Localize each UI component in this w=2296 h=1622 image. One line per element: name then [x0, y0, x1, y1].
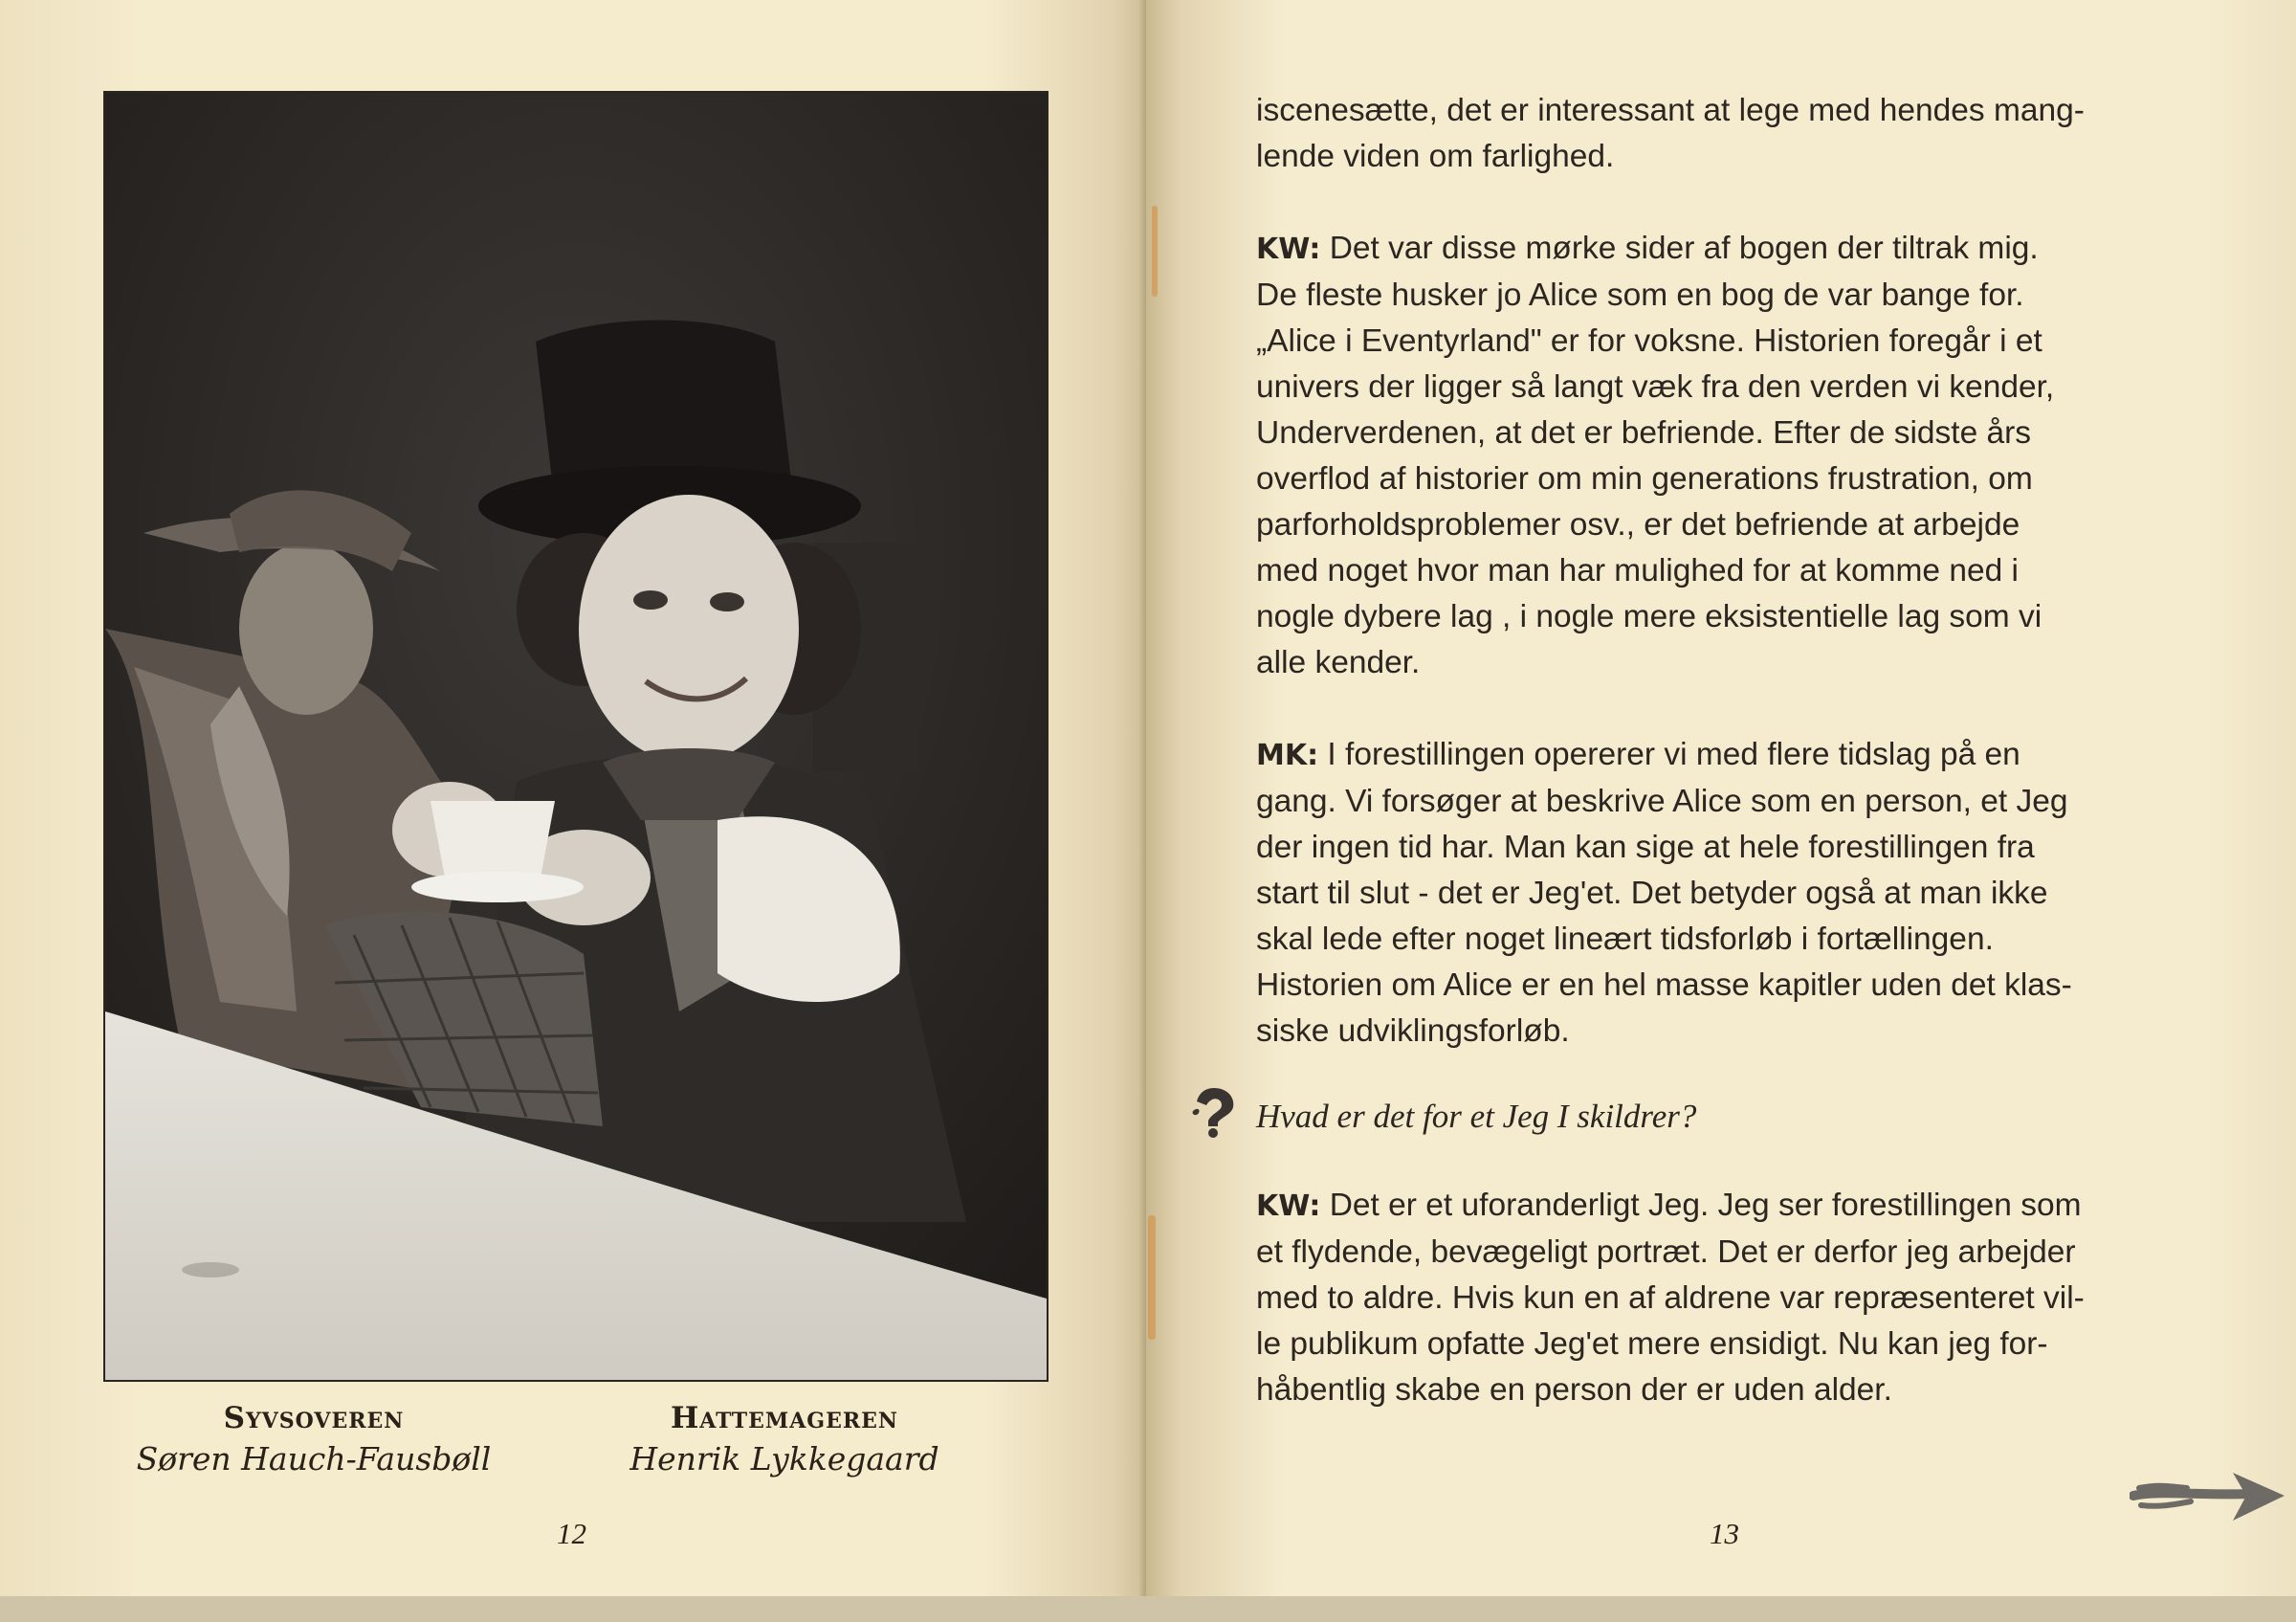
text-line: nogle dybere lag , i nogle mere eksistentielle lag som vi — [1256, 599, 2042, 634]
interview-text — [1256, 88, 2189, 1413]
page-number-left: 12 — [557, 1517, 586, 1550]
interview-question: Hvad er det for et Jeg I skildrer? — [1256, 1098, 1697, 1135]
left-page — [0, 0, 1146, 1622]
speaker-kw: KW: — [1256, 233, 1321, 266]
text-line: iscenesætte, det er interessant at lege med hendes mang- — [1256, 93, 2085, 128]
text-line: start til slut - det er Jeg'et. Det betyder også at man ikke — [1256, 876, 2048, 911]
text-line: et flydende, bevægeligt portræt. Det er derfor jeg arbejder — [1256, 1234, 2076, 1270]
page-bottom-edge — [0, 1596, 2296, 1622]
arrow-right-icon[interactable] — [2130, 1467, 2288, 1526]
caption-hatter — [603, 1399, 966, 1481]
text-line: Underverdenen, at det er befriende. Efter de sidste års — [1256, 415, 2032, 451]
paragraph-kw-2 — [1256, 1183, 2189, 1230]
text-line: overflod af historier om min generations frustration, om — [1256, 461, 2033, 497]
text-line: Historien om Alice er en hel masse kapitler uden det klas- — [1256, 967, 2072, 1003]
speaker-mk: MK: — [1256, 739, 1319, 772]
text-line: De fleste husker jo Alice som en bog de var bange for. — [1256, 278, 2024, 313]
text-line: „Alice i Eventyrland" er for voksne. Historien foregår i et — [1256, 323, 2042, 359]
paragraph-kw-1 — [1256, 226, 2189, 273]
page-stain — [1152, 206, 1158, 297]
caption-dormouse — [132, 1399, 496, 1481]
caption-role: Hattemageren — [670, 1401, 899, 1435]
text-line: siske udviklingsforløb. — [1256, 1013, 1570, 1049]
text-line: I forestillingen opererer vi med flere tidslag på en — [1318, 737, 2020, 772]
text-line: med noget hvor man har mulighed for at komme ned i — [1256, 553, 2019, 589]
text-line: le publikum opfatte Jeg'et mere ensidigt. Nu kan jeg for- — [1256, 1326, 2048, 1362]
text-line: med to aldre. Hvis kun en af aldrene var repræsenteret vil- — [1256, 1280, 2085, 1316]
text-line: gang. Vi forsøger at beskrive Alice som en person, et Jeg — [1256, 784, 2068, 819]
page-number-right: 13 — [1710, 1517, 1739, 1550]
paragraph-mk — [1256, 732, 2189, 779]
text-line: Det er et uforanderligt Jeg. Jeg ser forestillingen som — [1320, 1188, 2082, 1223]
text-line: skal lede efter noget lineært tidsforløb i fortællingen. — [1256, 922, 1994, 957]
production-photo — [103, 91, 1049, 1382]
caption-role: Syvsoveren — [223, 1401, 405, 1435]
text-line: univers der ligger så langt væk fra den verden vi kender, — [1256, 369, 2055, 405]
caption-actor: Søren Hauch-Fausbøll — [136, 1440, 492, 1478]
speaker-kw: KW: — [1256, 1189, 1321, 1223]
page-stain — [1148, 1215, 1156, 1340]
text-line: lende viden om farlighed. — [1256, 139, 1615, 174]
photo-illustration — [105, 93, 1047, 1380]
question-mark-icon — [1189, 1084, 1239, 1138]
text-line: alle kender. — [1256, 645, 1421, 680]
text-line: parforholdsproblemer osv., er det befriende at arbejde — [1256, 507, 2020, 543]
text-line: Det var disse mørke sider af bogen der tiltrak mig. — [1320, 231, 2039, 266]
text-line: håbentlig skabe en person der er uden alder. — [1256, 1372, 1892, 1408]
text-line: der ingen tid har. Man kan sige at hele forestillingen fra — [1256, 830, 2035, 865]
caption-actor: Henrik Lykkegaard — [629, 1440, 939, 1478]
